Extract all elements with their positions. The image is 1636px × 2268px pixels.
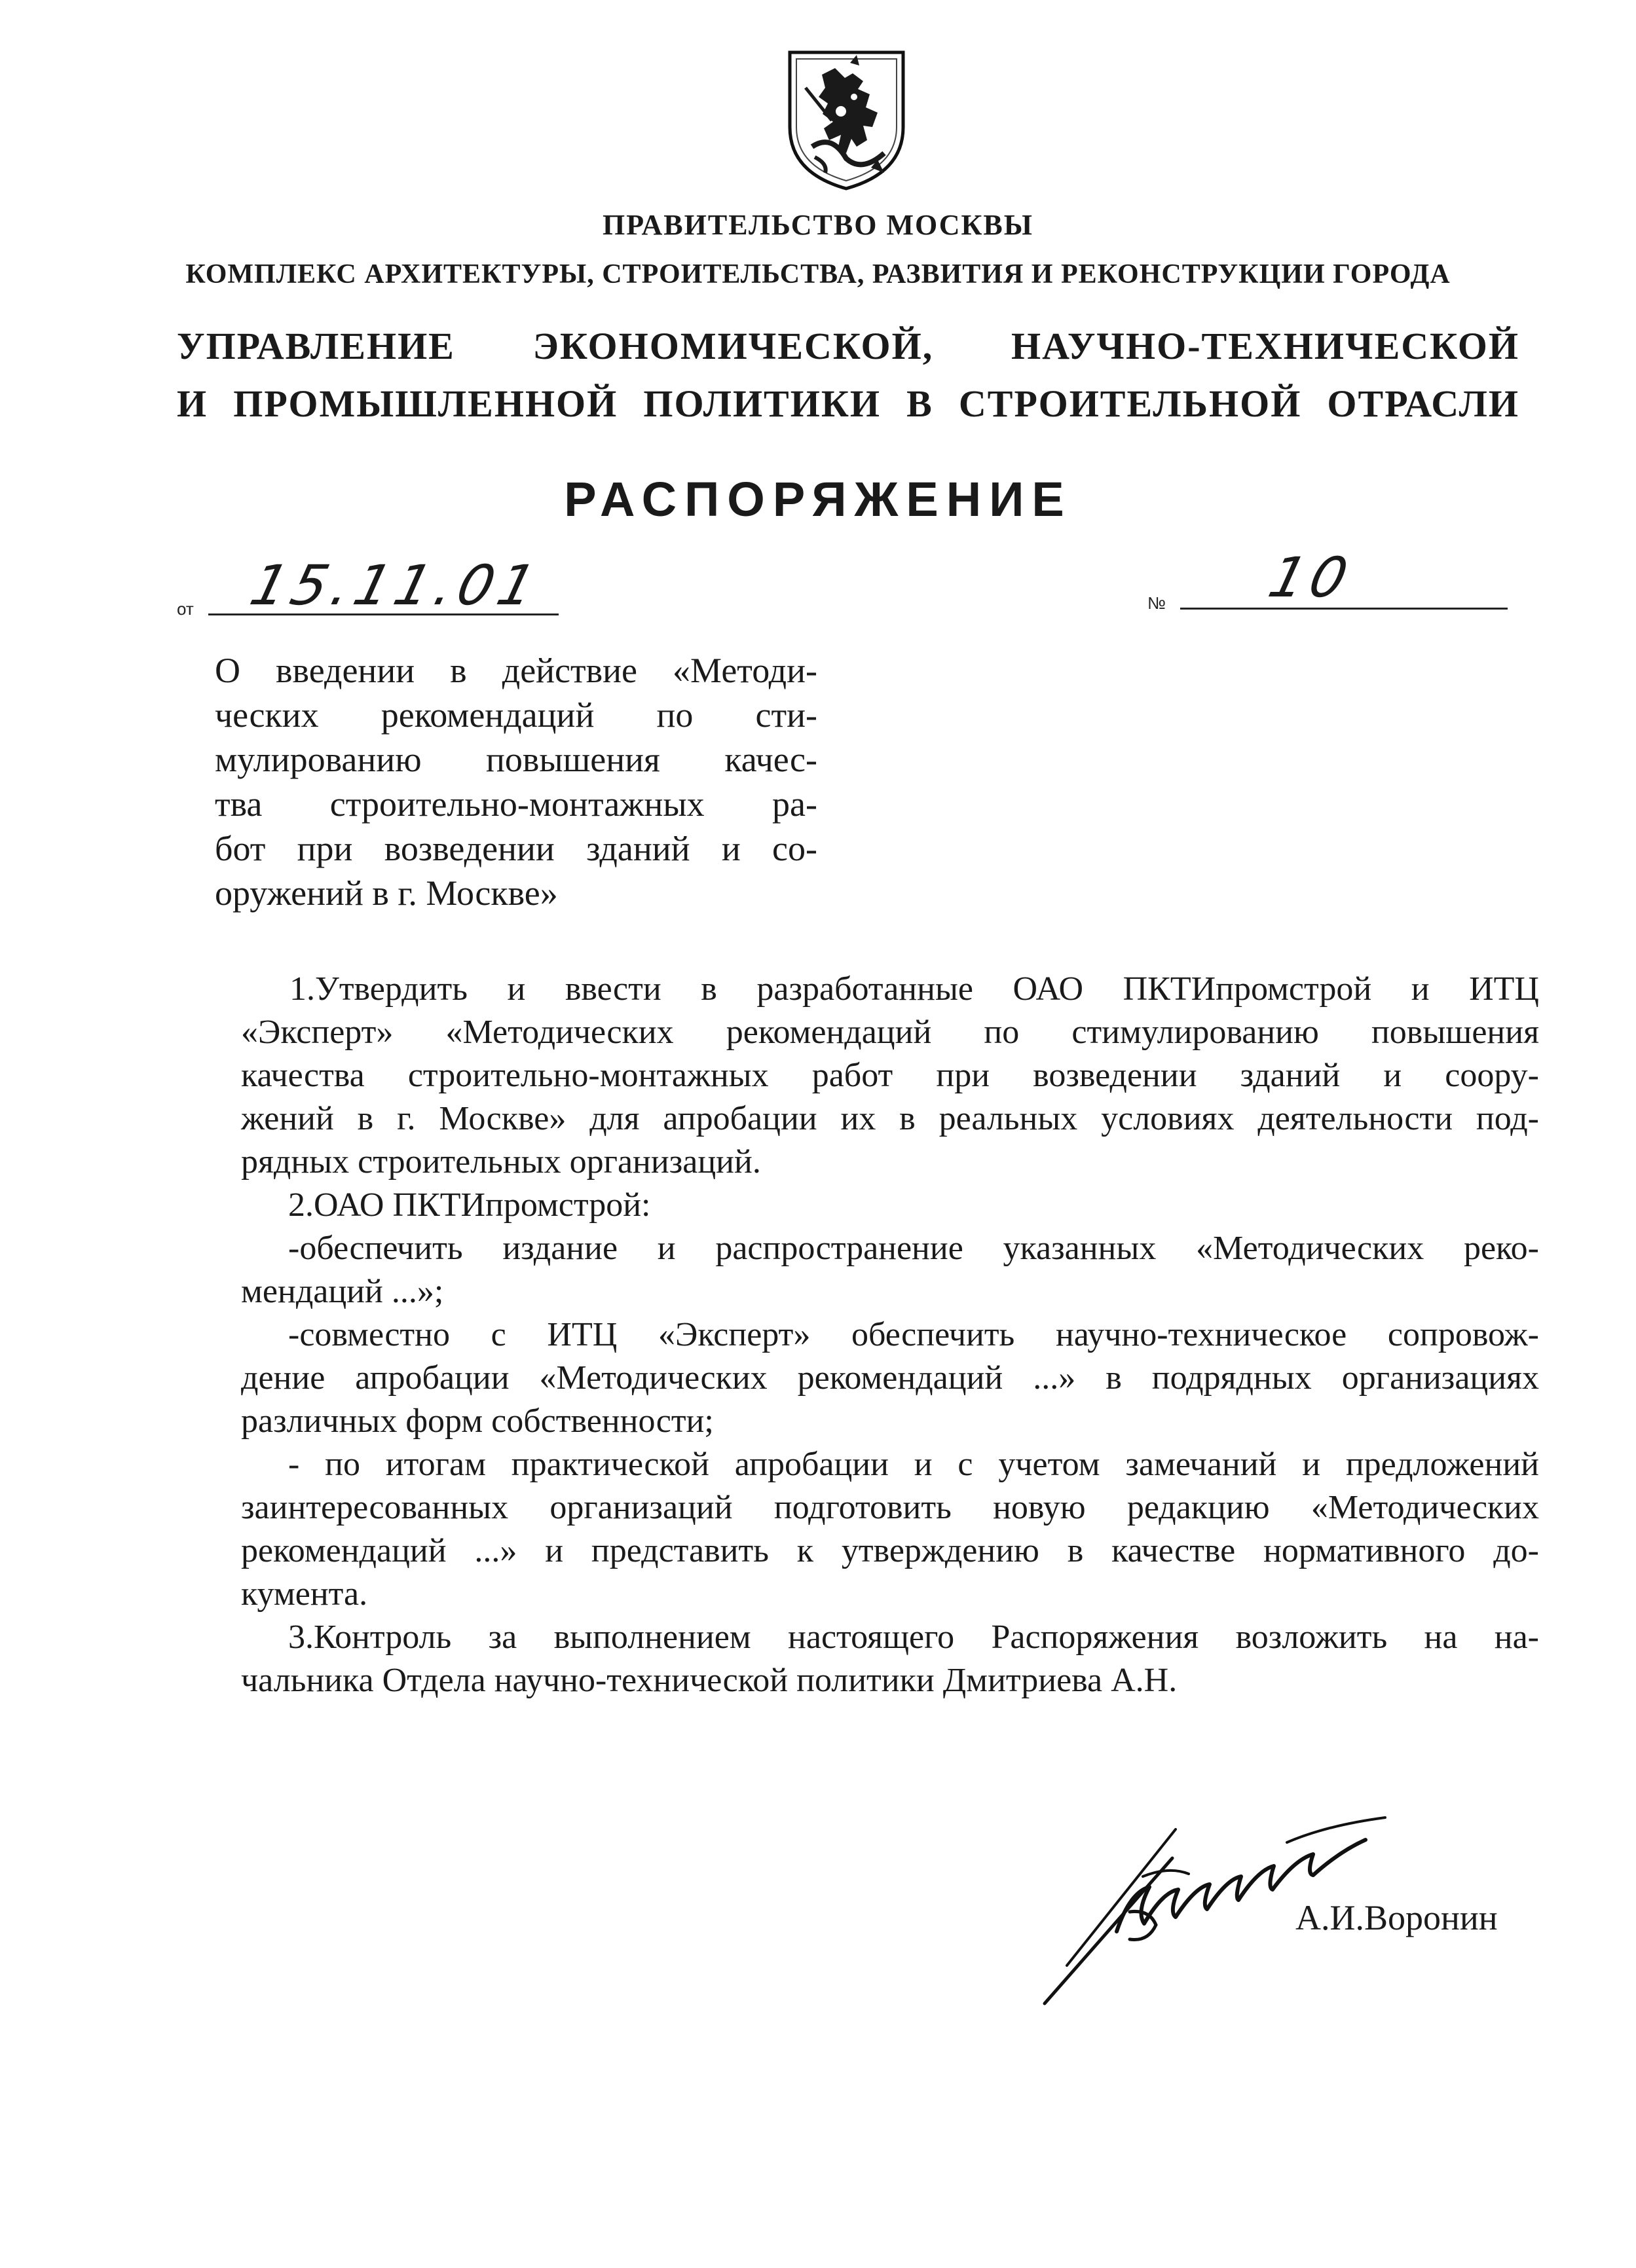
date-label: от: [177, 599, 194, 619]
subject-line: бот при возведении зданий и со-: [215, 829, 817, 868]
subject-line: мулированию повышения качес-: [215, 740, 817, 779]
government-name: ПРАВИТЕЛЬСТВО МОСКВЫ: [603, 209, 1033, 241]
subject-line: ческих рекомендаций по сти-: [215, 695, 817, 735]
department-name-line-2: И ПРОМЫШЛЕННОЙ ПОЛИТИКИ В СТРОИТЕЛЬНОЙ ОТРАСЛИ: [177, 382, 1519, 425]
number-underline: [1180, 608, 1508, 610]
body-line: «Эксперт» «Методических рекомендаций по стимулированию повышения: [241, 1014, 1539, 1051]
body-line: 2.ОАО ПКТИпромстрой:: [288, 1186, 651, 1224]
moscow-coat-of-arms-icon: [786, 48, 907, 192]
body-line: 1.Утвердить и ввести в разработанные ОАО ПКТИпромстрой и ИТЦ: [289, 970, 1539, 1008]
body-line: жений в г. Москве» для апробации их в реальных условиях деятельности под-: [241, 1100, 1539, 1137]
body-line: рядных строительных организаций.: [241, 1143, 761, 1180]
body-line: мендаций ...»;: [241, 1273, 444, 1310]
subject-line: оружений в г. Москве»: [215, 873, 558, 913]
document-type-title: РАСПОРЯЖЕНИЕ: [564, 472, 1072, 526]
body-line: -совместно с ИТЦ «Эксперт» обеспечить научно-техническое сопровож-: [288, 1316, 1539, 1353]
document-number: 10: [1262, 545, 1360, 610]
document-date: 15.11.01: [244, 553, 548, 617]
number-label: №: [1147, 593, 1166, 613]
subject-line: тва строительно-монтажных ра-: [215, 784, 817, 824]
body-line: чальника Отдела научно-технической политики Дмитриева А.Н.: [241, 1662, 1178, 1699]
signer-name: А.И.Воронин: [1295, 1898, 1498, 1937]
body-line: кумента.: [241, 1575, 368, 1613]
body-line: качества строительно-монтажных работ при возведении зданий и соору-: [241, 1057, 1539, 1094]
department-name-line-1: УПРАВЛЕНИЕ ЭКОНОМИЧЕСКОЙ, НАУЧНО-ТЕХНИЧЕСКОЙ: [177, 325, 1519, 367]
body-line: заинтересованных организаций подготовить новую редакцию «Методических: [241, 1489, 1539, 1526]
body-line: -обеспечить издание и распространение указанных «Методических реко-: [288, 1230, 1539, 1267]
body-line: рекомендаций ...» и представить к утверждению в качестве нормативного до-: [241, 1532, 1539, 1569]
document-body: [241, 968, 1539, 1702]
subject-line: О введении в действие «Методи-: [215, 651, 817, 690]
body-line: различных форм собственности;: [241, 1402, 714, 1440]
document-subject: [215, 648, 817, 915]
body-line: - по итогам практической апробации и с учетом замечаний и предложений: [288, 1446, 1539, 1483]
body-line: 3.Контроль за выполнением настоящего Распоряжения возложить на на-: [288, 1619, 1539, 1656]
body-line: дение апробации «Методических рекомендаций ...» в подрядных организациях: [241, 1359, 1539, 1397]
complex-name: КОМПЛЕКС АРХИТЕКТУРЫ, СТРОИТЕЛЬСТВА, РАЗВИТИЯ И РЕКОНСТРУКЦИИ ГОРОДА: [185, 259, 1451, 289]
